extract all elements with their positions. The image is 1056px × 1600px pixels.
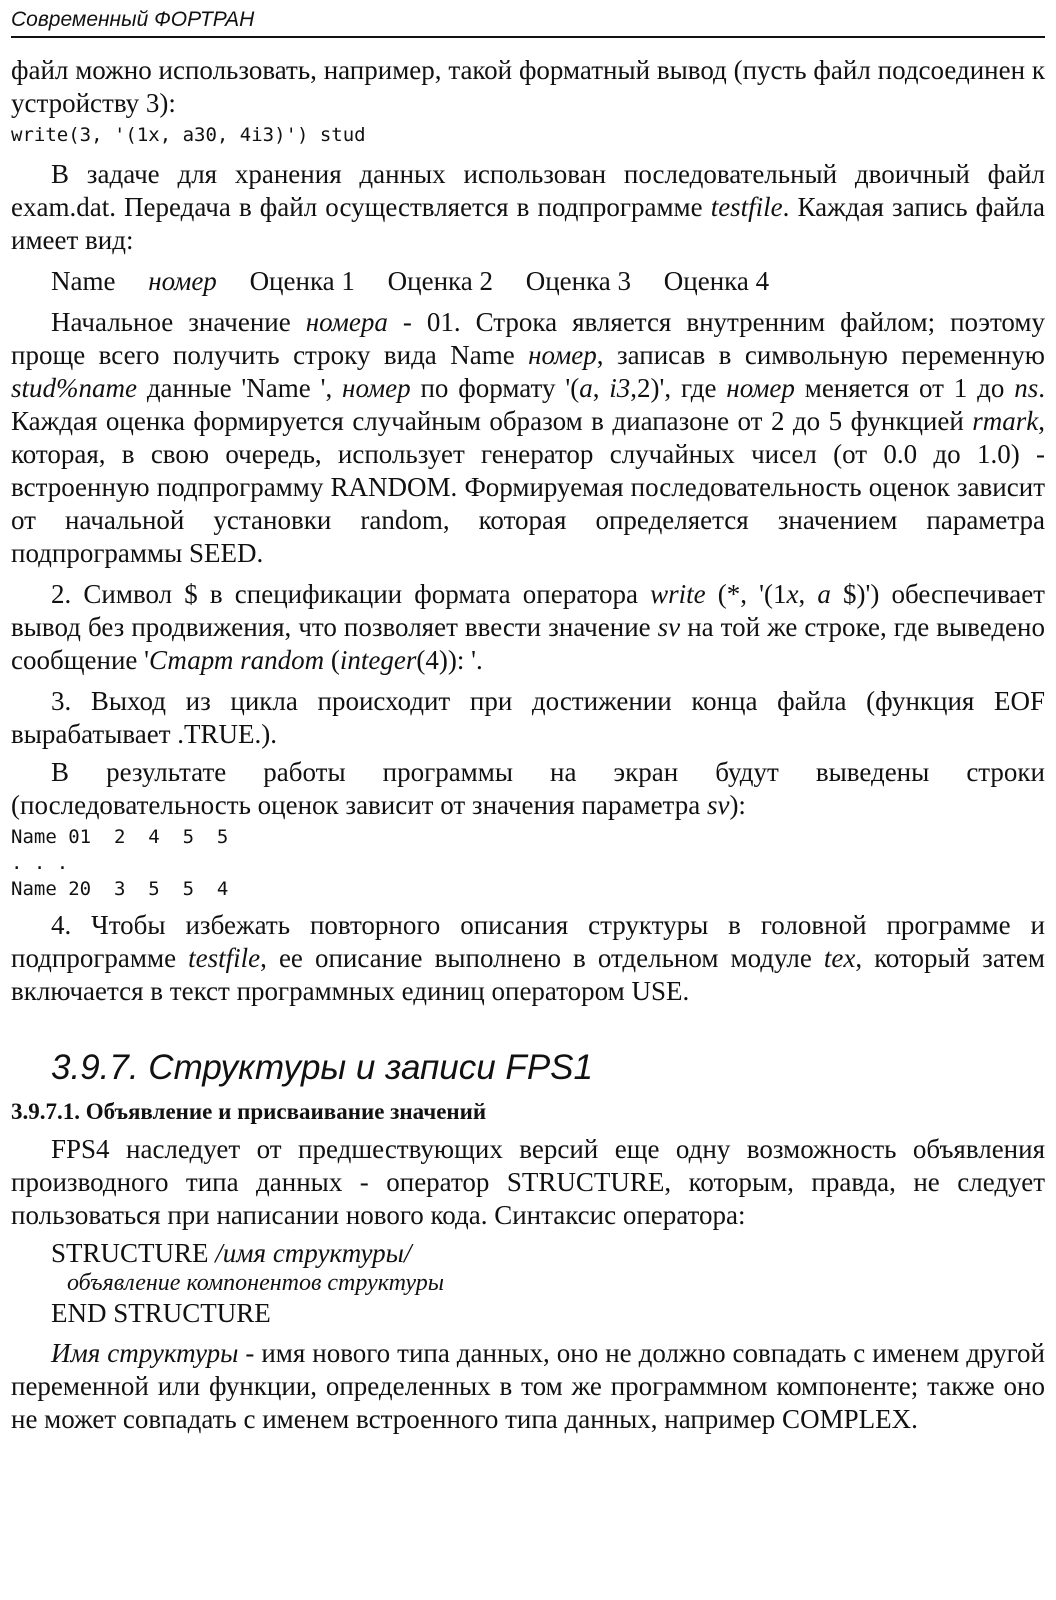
record-name: Name номер	[51, 266, 217, 296]
syntax-line-start: STRUCTURE /имя структуры/	[51, 1238, 412, 1268]
document-page	[11, 6, 1045, 1594]
syntax-line-end: END STRUCTURE	[51, 1298, 271, 1328]
section-heading: 3.9.7. Структуры и записи FPS1	[51, 1048, 593, 1087]
record-grade: Оценка 4	[663, 266, 770, 296]
paragraph-note-3: 3. Выход из цикла происходит при достижении конца файла (функция EOF вырабатывает .TRUE.).	[11, 686, 1045, 749]
paragraph-structure-name: Имя структуры - имя нового типа данных, оно не должно совпадать с именем другой переменной или функции, определенных в том же программном компоненте; также оно не может совпадать с именем встроенного типа данных, например COMPLEX.	[11, 1338, 1046, 1434]
running-title: Современный ФОРТРАН	[11, 8, 255, 31]
paragraph-note-2: 2. Символ $ в спецификации формата оператора write (*, '(1x, a $)') обеспечивает вывод без продвижения, что позволяет ввести значение sv на той же строке, где выведено сообщение 'Старт random (integer(4)): '.	[11, 579, 1045, 675]
page-body	[11, 38, 1045, 1436]
record-grade: Оценка 3	[525, 266, 632, 296]
output-ellipsis: . . .	[11, 852, 69, 874]
output-line-2: Name 20 3 5 5 4	[11, 878, 229, 900]
subsection-heading: 3.9.7.1. Объявление и присваивание значений	[11, 1099, 487, 1124]
record-grade: Оценка 1	[249, 266, 355, 296]
syntax-block	[11, 1237, 1045, 1329]
running-header	[11, 6, 1045, 38]
paragraph-initial-number: Начальное значение номера - 01. Строка является внутренним файлом; поэтому проще всего получить строку вида Name номер, записав в символьную переменную stud%name данные 'Name ', номер по формату '(a, i3,2)', где номер меняется от 1 до ns. Каждая оценка формируется случайным образом в диапазоне от 2 до 5 функцией rmark, которая, в свою очередь, использует генератор случайных чисел (от 0.0 до 1.0) - встроенную подпрограмму RANDOM. Формируемая последовательность оценок зависит от начальной установки random, которая определяется значением параметра подпрограммы SEED.	[11, 307, 1045, 568]
paragraph-result: В результате работы программы на экран будут выведены строки (последовательность оценок зависит от значения параметра sv):	[11, 757, 1045, 820]
output-line-1: Name 01 2 4 5 5	[11, 826, 229, 848]
record-grade: Оценка 2	[387, 266, 493, 296]
paragraph-note-4: 4. Чтобы избежать повторного описания структуры в головной программе и подпрограмме testfile, ее описание выполнено в отдельном модуле tex, который затем включается в текст программных единиц оператором USE.	[11, 910, 1045, 1006]
code-write-statement: write(3, '(1x, a30, 4i3)') stud	[11, 124, 366, 146]
syntax-line-body: объявление компонентов структуры	[67, 1270, 444, 1296]
paragraph-binary-file: В задаче для хранения данных использован последовательный двоичный файл exam.dat. Передача в файл осуществляется в подпрограмме testfile. Каждая запись файла имеет вид:	[11, 159, 1045, 255]
paragraph-structure-intro: FPS4 наследует от предшествующих версий еще одну возможность объявления производного типа данных - оператор STRUCTURE, которым, правда, не следует пользоваться при написании нового кода. Синтаксис оператора:	[11, 1134, 1045, 1230]
record-format	[11, 265, 1045, 298]
paragraph-file-output: файл можно использовать, например, такой форматный вывод (пусть файл подсоединен к устройству 3):	[11, 55, 1045, 118]
